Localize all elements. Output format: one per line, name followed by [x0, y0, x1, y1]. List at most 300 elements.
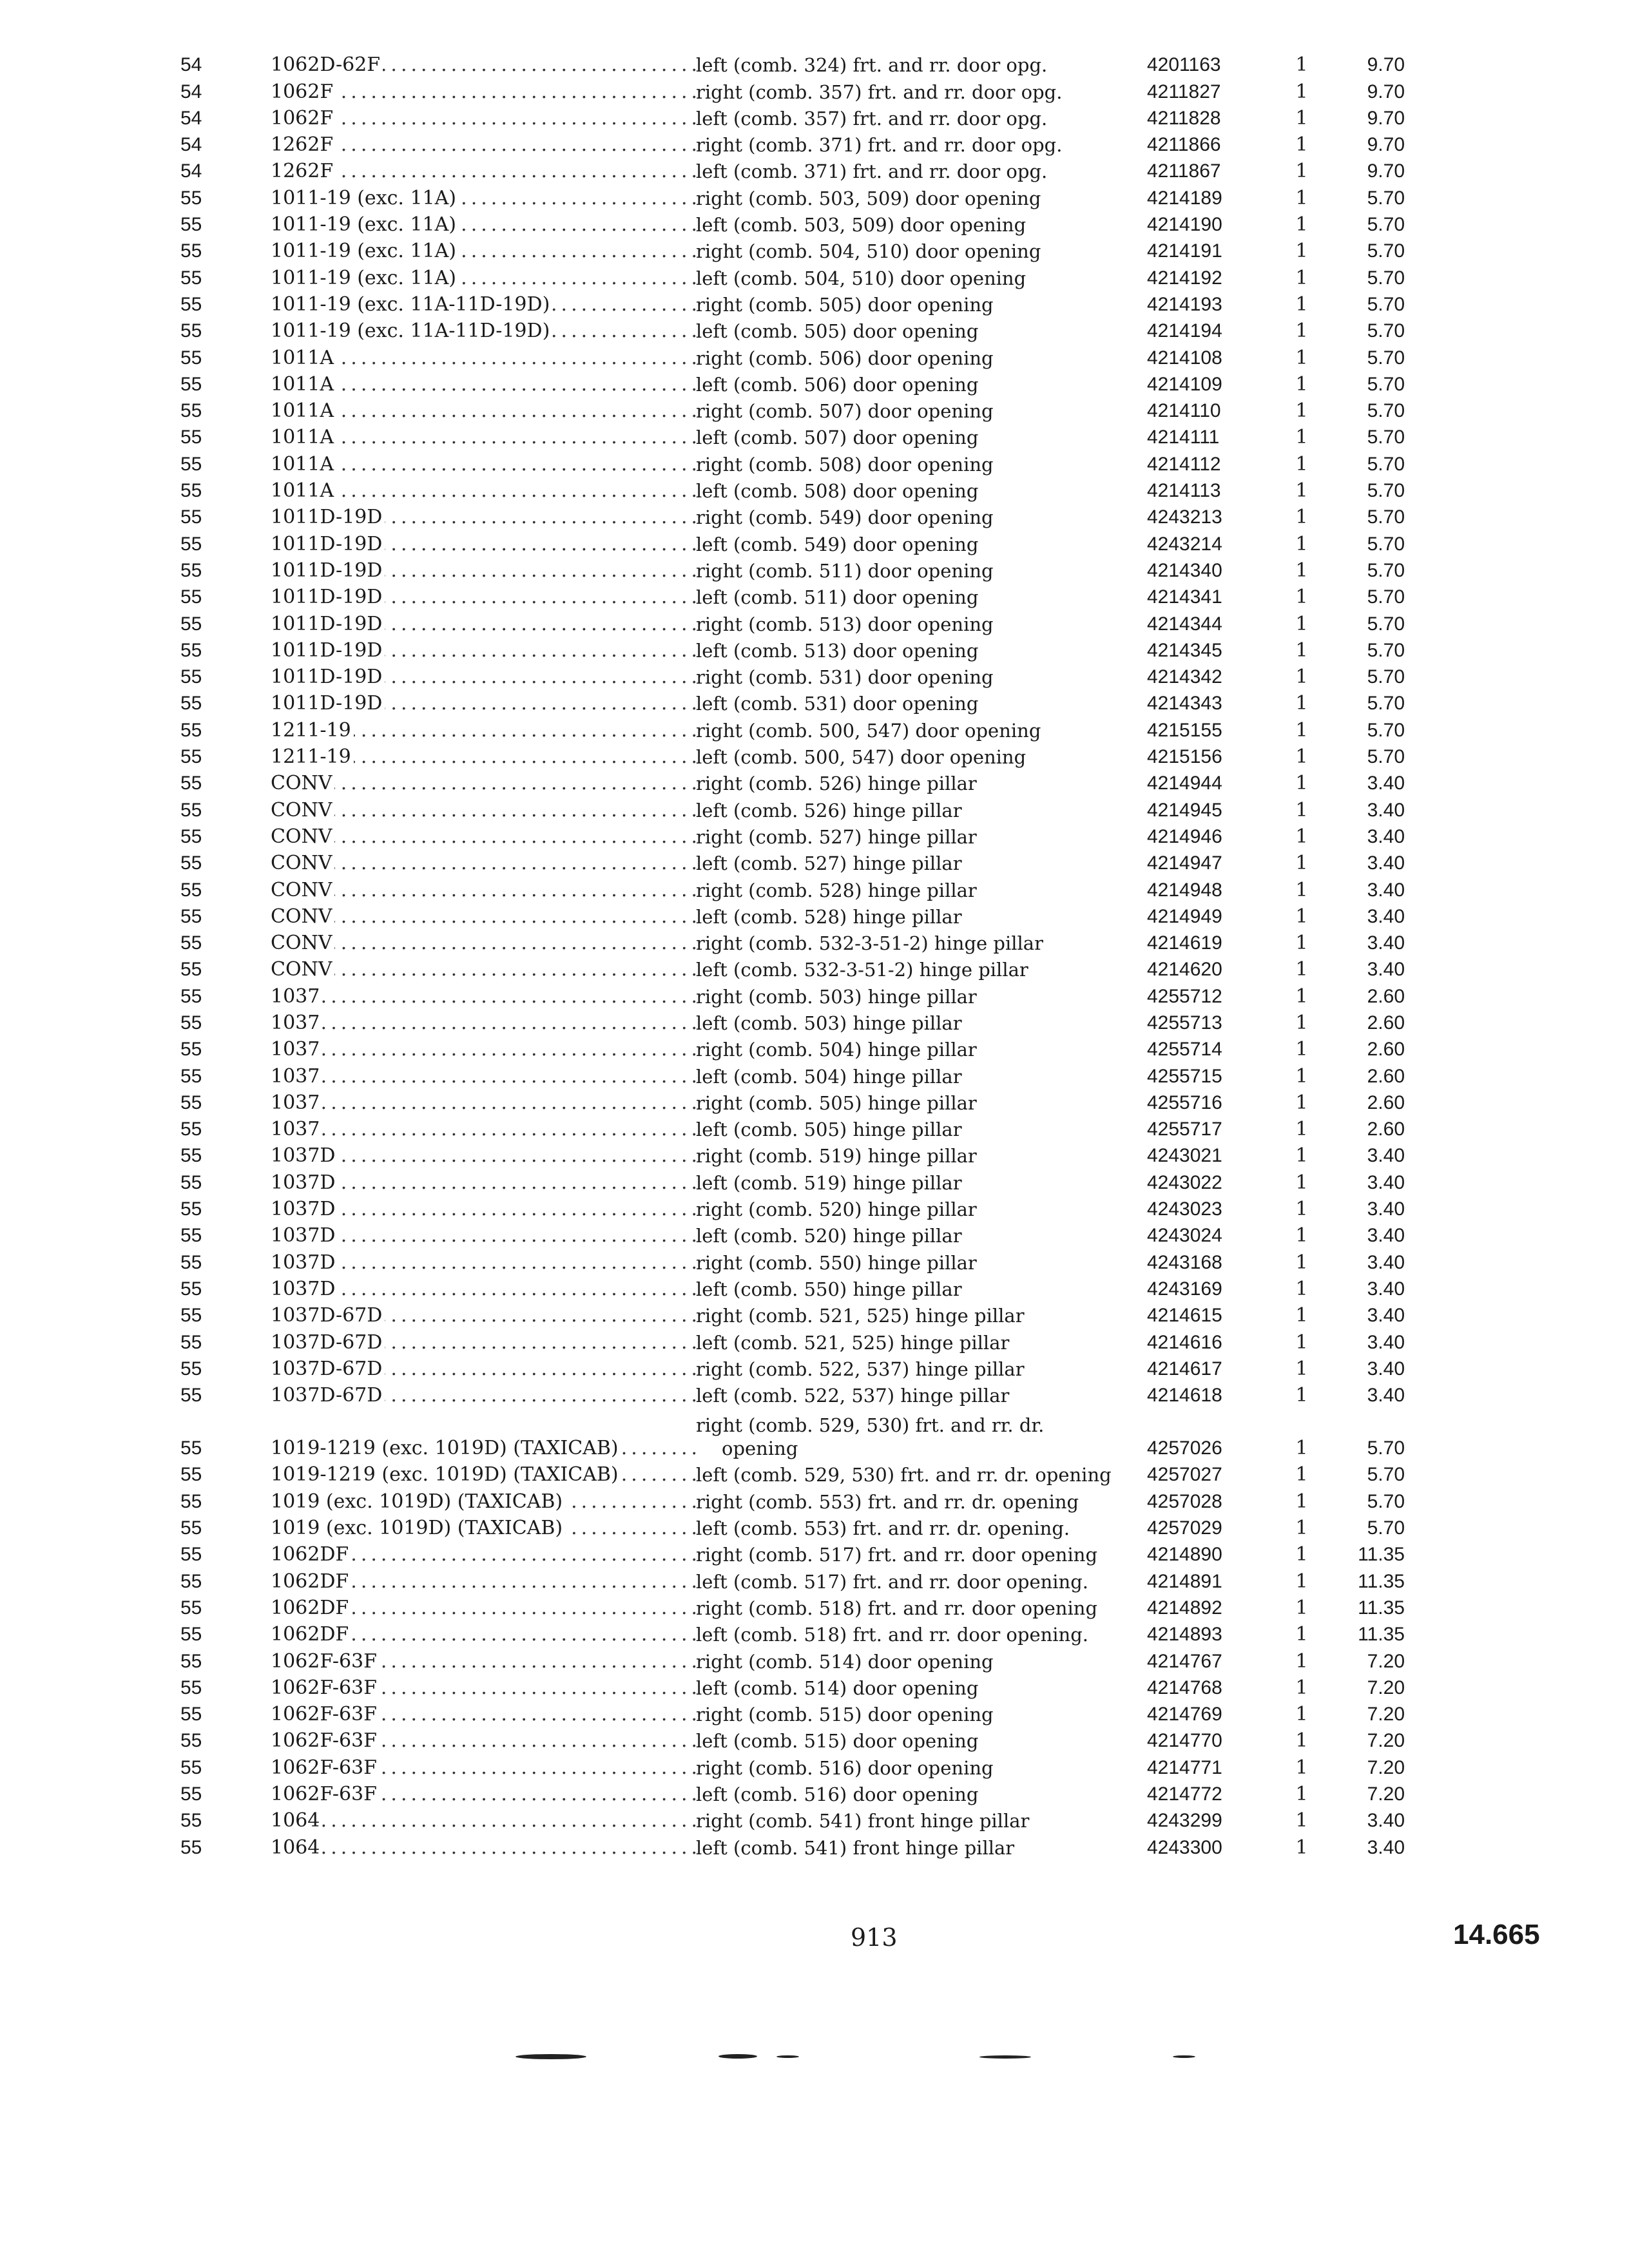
- body-model-text: CONV: [271, 905, 334, 928]
- quantity-cell: 1: [1295, 1304, 1308, 1327]
- description-text: right (comb. 531) door opening: [696, 666, 994, 689]
- description-cell: [696, 1251, 1147, 1274]
- quantity-cell: 1: [1295, 1809, 1308, 1832]
- scan-artifact: [516, 2054, 586, 2059]
- table-row: [180, 556, 1482, 582]
- model-series-cell: 55: [180, 559, 202, 581]
- description-cell: [696, 1224, 1147, 1247]
- quantity-cell: 1: [1295, 53, 1308, 77]
- description-text: right (comb. 528) hinge pillar: [696, 879, 977, 901]
- part-number-cell: 4214112: [1147, 453, 1221, 475]
- body-model-text: 1011-19 (exc. 11A): [271, 213, 459, 236]
- model-series-cell: 55: [180, 666, 202, 688]
- price-cell: 2.60: [1367, 1012, 1405, 1033]
- table-row: [180, 157, 1482, 183]
- description-cell: [696, 958, 1147, 981]
- description-cell: [696, 426, 1147, 449]
- part-number-cell: 4257026: [1147, 1437, 1222, 1459]
- description-text: opening: [722, 1437, 798, 1460]
- description-text: left (comb. 507) door opening: [696, 427, 979, 449]
- price-cell: 7.20: [1367, 1677, 1405, 1698]
- description-text: right (comb. 516) door opening: [696, 1756, 994, 1779]
- quantity-cell: 1: [1295, 80, 1308, 103]
- table-row: [180, 423, 1482, 449]
- model-series-cell: 55: [180, 1171, 202, 1193]
- description-text: right (comb. 521, 525) hinge pillar: [696, 1305, 1025, 1327]
- model-series-cell: 55: [180, 746, 202, 768]
- price-cell: 9.70: [1367, 107, 1405, 129]
- table-row: [180, 396, 1482, 423]
- quantity-cell: 1: [1295, 666, 1308, 689]
- description-cell: [696, 799, 1147, 822]
- body-model-cell: [271, 1783, 696, 1806]
- body-model-cell: [271, 1091, 696, 1115]
- part-number-cell: 4255712: [1147, 985, 1222, 1007]
- model-series-cell: 55: [180, 799, 202, 821]
- quantity-cell: 1: [1295, 559, 1308, 582]
- model-series-cell: 55: [180, 1331, 202, 1353]
- part-number-cell: 4214342: [1147, 666, 1222, 688]
- part-number-cell: 4214343: [1147, 693, 1222, 715]
- table-row: [180, 955, 1482, 981]
- description-text: left (comb. 513) door opening: [696, 639, 979, 662]
- model-series-cell: 55: [180, 1198, 202, 1220]
- body-model-cell: [271, 133, 696, 157]
- price-cell: 3.40: [1367, 1251, 1405, 1273]
- table-row: [180, 1195, 1482, 1221]
- model-series-cell: 55: [180, 932, 202, 954]
- quantity-cell: 1: [1295, 133, 1308, 157]
- body-model-text: 1037: [271, 1118, 322, 1141]
- model-series-cell: 55: [180, 293, 202, 315]
- description-cell: [696, 187, 1147, 210]
- description-cell: [696, 1198, 1147, 1221]
- model-series-cell: 55: [180, 347, 202, 369]
- table-row: [180, 263, 1482, 289]
- price-cell: 5.70: [1367, 559, 1405, 581]
- table-row: [180, 1008, 1482, 1035]
- body-model-text: 1011A: [271, 453, 336, 476]
- quantity-cell: 1: [1295, 213, 1308, 236]
- model-series-cell: 55: [180, 1065, 202, 1087]
- description-cell: [696, 1171, 1147, 1195]
- part-number-cell: 4214615: [1147, 1305, 1222, 1327]
- quantity-cell: 1: [1295, 452, 1308, 476]
- table-row: [180, 236, 1482, 263]
- description-text: left (comb. 528) hinge pillar: [696, 905, 962, 928]
- body-model-cell: [271, 1012, 696, 1035]
- body-model-text: 1211-19: [271, 745, 354, 769]
- body-model-text: 1211-19: [271, 719, 354, 742]
- table-row: [180, 343, 1482, 369]
- body-model-text: 1062D-62F: [271, 53, 383, 77]
- description-text: right (comb. 511) door opening: [696, 559, 994, 582]
- description-cell: [696, 559, 1147, 582]
- model-series-cell: 55: [180, 825, 202, 847]
- body-model-text: 1037D: [271, 1278, 338, 1301]
- body-model-cell: [271, 1836, 696, 1860]
- quantity-cell: 1: [1295, 1171, 1308, 1194]
- part-number-cell: 4214620: [1147, 959, 1222, 981]
- description-cell: [696, 1623, 1147, 1646]
- body-model-text: 1011A: [271, 399, 336, 423]
- part-number-cell: 4243213: [1147, 506, 1222, 528]
- description-cell: [696, 1836, 1147, 1860]
- price-cell: 11.35: [1358, 1570, 1405, 1592]
- model-series-cell: 54: [180, 54, 202, 76]
- table-row: [180, 529, 1482, 555]
- description-text: right (comb. 527) hinge pillar: [696, 825, 977, 848]
- description-text: left (comb. 527) hinge pillar: [696, 852, 962, 875]
- model-series-cell: 55: [180, 905, 202, 927]
- price-cell: 3.40: [1367, 1385, 1405, 1407]
- price-cell: 3.40: [1367, 1331, 1405, 1353]
- body-model-text: 1011D-19D: [271, 613, 385, 636]
- quantity-cell: 1: [1295, 1198, 1308, 1221]
- description-text: right (comb. 517) frt. and rr. door opening: [696, 1544, 1098, 1566]
- description-cell: [696, 373, 1147, 396]
- table-row: [180, 1486, 1482, 1513]
- price-cell: 5.70: [1367, 613, 1405, 635]
- description-cell: [696, 1677, 1147, 1700]
- description-cell: [696, 932, 1147, 955]
- table-row: [180, 1832, 1482, 1859]
- table-row: [180, 1221, 1482, 1247]
- description-text: left (comb. 506) door opening: [696, 373, 979, 396]
- part-number-cell: 4214616: [1147, 1331, 1222, 1353]
- body-model-cell: [271, 160, 696, 183]
- description-cell: [696, 1517, 1147, 1540]
- description-cell: [696, 745, 1147, 769]
- part-number-cell: 4243299: [1147, 1810, 1222, 1832]
- part-number-cell: 4214619: [1147, 932, 1222, 954]
- price-cell: 7.20: [1367, 1756, 1405, 1778]
- body-model-text: 1037D-67D: [271, 1331, 385, 1354]
- description-cell: [696, 1729, 1147, 1753]
- table-row: [180, 1035, 1482, 1061]
- description-text: left (comb. 517) frt. and rr. door opening.: [696, 1570, 1089, 1593]
- model-series-cell: 55: [180, 1756, 202, 1778]
- body-model-text: 1062F-63F: [271, 1729, 380, 1753]
- part-number-cell: 4214947: [1147, 852, 1222, 874]
- table-row: [180, 715, 1482, 742]
- description-cell: [696, 1384, 1147, 1407]
- model-series-cell: 55: [180, 1810, 202, 1832]
- price-cell: 3.40: [1367, 879, 1405, 901]
- part-number-cell: 4243168: [1147, 1251, 1222, 1273]
- section-number: 14.665: [1453, 1919, 1540, 1950]
- description-text: right (comb. 508) door opening: [696, 453, 994, 476]
- quantity-cell: 1: [1295, 772, 1308, 795]
- description-text: left (comb. 505) hinge pillar: [696, 1119, 962, 1141]
- body-model-cell: [271, 1118, 696, 1141]
- quantity-cell: 1: [1295, 1144, 1308, 1168]
- price-cell: 5.70: [1367, 666, 1405, 688]
- quantity-cell: 1: [1295, 1091, 1308, 1114]
- description-cell: [696, 879, 1147, 902]
- part-number-cell: 4214108: [1147, 347, 1222, 369]
- body-model-cell: [271, 958, 696, 981]
- part-number-cell: 4214768: [1147, 1677, 1222, 1698]
- part-number-cell: 4214772: [1147, 1783, 1222, 1805]
- body-model-cell: [271, 399, 696, 423]
- quantity-cell: 1: [1295, 1623, 1308, 1646]
- model-series-cell: 55: [180, 533, 202, 555]
- body-model-text: 1037D: [271, 1224, 338, 1247]
- part-number-cell: 4214345: [1147, 639, 1222, 661]
- quantity-cell: 1: [1295, 532, 1308, 555]
- model-series-cell: 55: [180, 1305, 202, 1327]
- body-model-cell: [271, 347, 696, 370]
- table-row: [180, 1327, 1482, 1354]
- body-model-cell: [271, 1224, 696, 1247]
- model-series-cell: 55: [180, 959, 202, 981]
- model-series-cell: 55: [180, 1544, 202, 1566]
- price-cell: 7.20: [1367, 1650, 1405, 1672]
- description-cell: [696, 506, 1147, 529]
- model-series-cell: 55: [180, 1437, 202, 1459]
- description-text: left (comb. 532-3-51-2) hinge pillar: [696, 959, 1028, 981]
- quantity-cell: 1: [1295, 1118, 1308, 1141]
- body-model-text: 1062DF: [271, 1543, 351, 1566]
- body-model-cell: [271, 187, 696, 210]
- model-series-cell: 55: [180, 719, 202, 741]
- model-series-cell: 55: [180, 214, 202, 236]
- description-cell: [696, 240, 1147, 263]
- description-text: right (comb. 504, 510) door opening: [696, 240, 1041, 263]
- price-cell: 5.70: [1367, 586, 1405, 608]
- body-model-text: 1064: [271, 1809, 322, 1832]
- body-model-cell: [271, 745, 696, 769]
- table-row: [180, 130, 1482, 157]
- quantity-cell: 1: [1295, 958, 1308, 981]
- table-row: [180, 1646, 1482, 1673]
- quantity-cell: 1: [1295, 346, 1308, 369]
- part-number-cell: 4243300: [1147, 1836, 1222, 1858]
- body-model-cell: [271, 1729, 696, 1753]
- part-number-cell: 4214771: [1147, 1756, 1222, 1778]
- price-cell: 5.70: [1367, 719, 1405, 741]
- body-model-text: 1062F-63F: [271, 1783, 380, 1806]
- description-cell: [696, 1012, 1147, 1035]
- quantity-cell: 1: [1295, 985, 1308, 1008]
- price-cell: 5.70: [1367, 267, 1405, 289]
- quantity-cell: 1: [1295, 1596, 1308, 1619]
- description-text: right (comb. 550) hinge pillar: [696, 1251, 977, 1274]
- part-number-cell: 4211827: [1147, 81, 1221, 102]
- price-cell: 3.40: [1367, 825, 1405, 847]
- body-model-text: 1037D: [271, 1198, 338, 1221]
- model-series-cell: 55: [180, 1012, 202, 1033]
- quantity-cell: 1: [1295, 1649, 1308, 1673]
- description-cell: [696, 1091, 1147, 1115]
- table-row: [180, 689, 1482, 715]
- description-cell: [696, 1065, 1147, 1088]
- body-model-text: 1037: [271, 1038, 322, 1061]
- description-text: left (comb. 549) door opening: [696, 533, 979, 555]
- price-cell: 5.70: [1367, 1464, 1405, 1486]
- price-cell: 5.70: [1367, 533, 1405, 555]
- body-model-cell: [271, 825, 696, 849]
- description-cell: [696, 267, 1147, 290]
- body-model-cell: [271, 1623, 696, 1646]
- price-cell: 5.70: [1367, 400, 1405, 422]
- part-number-cell: 4214189: [1147, 187, 1222, 209]
- part-number-cell: 4214340: [1147, 559, 1222, 581]
- table-row: [180, 1700, 1482, 1726]
- part-number-cell: 4255713: [1147, 1012, 1222, 1033]
- model-series-cell: 54: [180, 134, 202, 156]
- description-text: left (comb. 500, 547) door opening: [696, 746, 1027, 769]
- description-text: right (comb. 532-3-51-2) hinge pillar: [696, 932, 1043, 955]
- quantity-cell: 1: [1295, 1836, 1308, 1859]
- quantity-cell: 1: [1295, 878, 1308, 901]
- quantity-cell: 1: [1295, 426, 1308, 449]
- body-model-text: CONV: [271, 879, 334, 902]
- part-number-cell: 4214618: [1147, 1385, 1222, 1407]
- description-text: right (comb. 515) door opening: [696, 1704, 994, 1726]
- part-number-cell: 4211828: [1147, 107, 1221, 129]
- price-cell: 9.70: [1367, 134, 1405, 156]
- model-series-cell: 55: [180, 1597, 202, 1619]
- part-number-cell: 4214617: [1147, 1358, 1222, 1379]
- body-model-cell: [271, 719, 696, 742]
- table-row: [180, 1806, 1482, 1832]
- table-row: [180, 1540, 1482, 1566]
- body-model-cell: [271, 1278, 696, 1301]
- quantity-cell: 1: [1295, 1437, 1308, 1460]
- quantity-cell: 1: [1295, 852, 1308, 875]
- description-cell: [696, 213, 1147, 236]
- description-cell: [696, 160, 1147, 183]
- quantity-cell: 1: [1295, 1224, 1308, 1247]
- body-model-text: 1011-19 (exc. 11A): [271, 267, 459, 290]
- description-text: right (comb. 371) frt. and rr. door opg.: [696, 134, 1063, 157]
- description-lead-text: right (comb. 529, 530) frt. and rr. dr.: [696, 1414, 1045, 1437]
- quantity-cell: 1: [1295, 1703, 1308, 1726]
- quantity-cell: 1: [1295, 1463, 1308, 1486]
- description-cell: [696, 772, 1147, 795]
- price-cell: 2.60: [1367, 1119, 1405, 1140]
- description-text: right (comb. 503) hinge pillar: [696, 985, 977, 1008]
- body-model-cell: [271, 1358, 696, 1381]
- body-model-cell: [271, 1650, 696, 1673]
- body-model-text: 1062F-63F: [271, 1677, 380, 1700]
- part-number-cell: 4255717: [1147, 1119, 1222, 1140]
- table-row: [180, 1247, 1482, 1274]
- description-cell: [696, 639, 1147, 662]
- table-row: [180, 503, 1482, 529]
- description-cell: [696, 1331, 1147, 1354]
- description-cell: [696, 1358, 1147, 1381]
- description-cell: [696, 1038, 1147, 1061]
- price-cell: 9.70: [1367, 54, 1405, 76]
- body-model-cell: [271, 692, 696, 715]
- body-model-cell: [271, 1331, 696, 1354]
- quantity-cell: 1: [1295, 639, 1308, 662]
- body-model-cell: [271, 639, 696, 662]
- body-model-text: 1011-19 (exc. 11A-11D-19D): [271, 320, 552, 343]
- table-row: [180, 902, 1482, 928]
- model-series-cell: 55: [180, 639, 202, 661]
- body-model-text: 1037: [271, 1012, 322, 1035]
- table-row: [180, 849, 1482, 875]
- body-model-text: CONV: [271, 852, 334, 875]
- model-series-cell: 55: [180, 480, 202, 502]
- scan-artifact: [718, 2054, 757, 2059]
- model-series-cell: 55: [180, 1836, 202, 1858]
- table-row: [180, 1088, 1482, 1115]
- quantity-cell: 1: [1295, 932, 1308, 955]
- table-row: [180, 1726, 1482, 1753]
- model-series-cell: 55: [180, 1385, 202, 1407]
- table-row: [180, 316, 1482, 343]
- part-number-cell: 4214111: [1147, 427, 1220, 448]
- description-text: left (comb. 504) hinge pillar: [696, 1065, 962, 1088]
- body-model-text: 1037D-67D: [271, 1384, 385, 1407]
- description-text: right (comb. 514) door opening: [696, 1650, 994, 1673]
- part-number-cell: 4214767: [1147, 1650, 1222, 1672]
- body-model-text: 1011A: [271, 479, 336, 503]
- quantity-cell: 1: [1295, 1331, 1308, 1354]
- description-text: right (comb. 549) door opening: [696, 506, 994, 529]
- description-cell: [696, 533, 1147, 556]
- body-model-text: 1037D-67D: [271, 1358, 385, 1381]
- table-row: [180, 1354, 1482, 1381]
- price-cell: 7.20: [1367, 1783, 1405, 1805]
- quantity-cell: 1: [1295, 692, 1308, 715]
- body-model-text: 1062DF: [271, 1597, 351, 1620]
- body-model-cell: [271, 1437, 696, 1460]
- description-text: left (comb. 550) hinge pillar: [696, 1278, 962, 1300]
- price-cell: 9.70: [1367, 81, 1405, 102]
- description-cell: [696, 1650, 1147, 1673]
- price-cell: 11.35: [1358, 1597, 1405, 1619]
- part-number-cell: 4214193: [1147, 293, 1222, 315]
- body-model-cell: [271, 666, 696, 689]
- quantity-cell: 1: [1295, 160, 1308, 183]
- part-number-cell: 4214113: [1147, 480, 1221, 502]
- quantity-cell: 1: [1295, 612, 1308, 635]
- description-text: left (comb. 522, 537) hinge pillar: [696, 1385, 1010, 1407]
- description-text: right (comb. 504) hinge pillar: [696, 1039, 977, 1061]
- description-text: left (comb. 521, 525) hinge pillar: [696, 1331, 1010, 1354]
- description-text: right (comb. 522, 537) hinge pillar: [696, 1358, 1025, 1380]
- part-number-cell: 4214890: [1147, 1544, 1222, 1566]
- quantity-cell: 1: [1295, 1357, 1308, 1380]
- body-model-cell: [271, 1251, 696, 1274]
- description-text: left (comb. 531) door opening: [696, 693, 979, 715]
- model-series-cell: 55: [180, 852, 202, 874]
- description-text: right (comb. 505) hinge pillar: [696, 1091, 977, 1114]
- body-model-cell: [271, 1304, 696, 1327]
- price-cell: 5.70: [1367, 506, 1405, 528]
- price-cell: 2.60: [1367, 1039, 1405, 1061]
- quantity-cell: 1: [1295, 293, 1308, 316]
- model-series-cell: 55: [180, 427, 202, 448]
- description-text: left (comb. 518) frt. and rr. door opening.: [696, 1624, 1089, 1646]
- price-cell: 5.70: [1367, 639, 1405, 661]
- body-model-cell: [271, 320, 696, 343]
- model-series-cell: 55: [180, 320, 202, 342]
- table-row: [180, 1274, 1482, 1301]
- part-number-cell: 4255716: [1147, 1091, 1222, 1113]
- table-row: [180, 1673, 1482, 1700]
- price-cell: 3.40: [1367, 1305, 1405, 1327]
- part-number-cell: 4255714: [1147, 1039, 1222, 1061]
- body-model-cell: [271, 1703, 696, 1726]
- body-model-text: CONV: [271, 772, 334, 795]
